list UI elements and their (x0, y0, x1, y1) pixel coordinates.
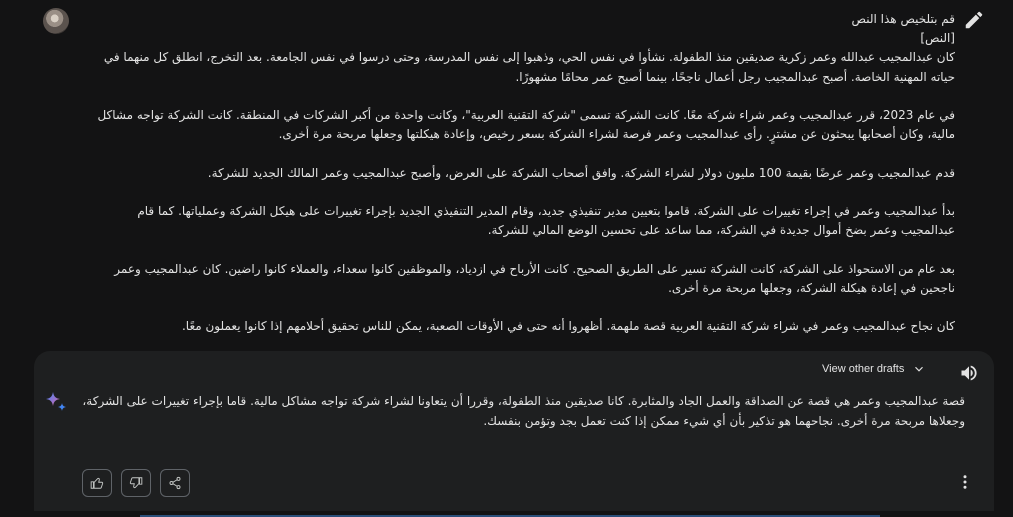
more-options-icon[interactable] (956, 473, 974, 491)
thumbs-up-icon (90, 476, 104, 490)
thumbs-up-button[interactable] (82, 469, 112, 497)
drafts-label: View other drafts (822, 363, 905, 375)
prompt-instruction: قم بتلخيص هذا النص (851, 12, 955, 26)
user-avatar (43, 8, 69, 34)
speaker-icon[interactable] (959, 363, 979, 383)
chevron-down-icon (912, 362, 926, 376)
prompt-paragraph: بعد عام من الاستحواذ على الشركة، كانت الشركة تسير على الطريق الصحيح. كانت الأرباح في ازدياد، والموظفين كانوا سعداء، والعملاء كانوا راضين. كان عبدالمجيب وعمر ناجحين في إعادة هيكلة الشركة، وجعلها مربحة مرة أخرى. (114, 261, 955, 295)
prompt-paragraph: كان نجاح عبدالمجيب وعمر في شراء شركة التقنية العربية قصة ملهمة. أظهروا أنه حتى في الأوقات الصعبة، يمكن للناس تحقيق أحلامهم إذا كانوا يعملون معًا. (181, 319, 955, 334)
prompt-paragraph: كان عبدالمجيب عبدالله وعمر زكرية صديقين منذ الطفولة. نشأوا في نفس الحي، وذهبوا إلى نفس المدرسة، وحتى درسوا في نفس الجامعة. بعد التخرج، انطلق كل منهما في حياته المهنية الخاصة. أصبح عبدالمجيب رجل أعمال ناجحًا، بينما أصبح عمر محامًا مشهورًا. (103, 50, 955, 84)
prompt-paragraph: بدأ عبدالمجيب وعمر في إجراء تغييرات على الشركة. قاموا بتعيين مدير تنفيذي جديد، وقام المدير التنفيذي الجديد بإجراء تغييرات على هيكل الشركة وعملياتها. كما قام عبدالمجيب وعمر بضخ أموال جديدة في الشركة، مما ساعد على تحسين الوضع المالي للشركة. (137, 203, 955, 238)
sparkle-icon (44, 390, 68, 414)
prompt-paragraph: في عام 2023، قرر عبدالمجيب وعمر شراء شركة معًا. كانت الشركة تسمى "شركة التقنية العربية"، وكانت واحدة من أكبر الشركات في المنطقة. كانت الشركة تواجه مشاكل مالية، وكان أصحابها يبحثون عن مشترٍ. رأى عبدالمجيب وعمر فرصة لشراء الشركة بسعر رخيص، وإعادة هيكلتها وجعلها مربحة مرة أخرى. (97, 108, 955, 142)
thumbs-down-icon (129, 476, 143, 490)
share-button[interactable] (160, 469, 190, 497)
prompt-paragraph: قدم عبدالمجيب وعمر عرضًا بقيمة 100 مليون دولار لشراء الشركة. وافق أصحاب الشركة على العرض، وأصبح عبدالمجيب وعمر المالك الجديد للشركة. (207, 165, 955, 180)
user-prompt (80, 10, 955, 356)
response-text: قصة عبدالمجيب وعمر هي قصة عن الصداقة والعمل الجاد والمثابرة. كانا صديقين منذ الطفولة، وقررا أن يتعاونا لشراء شركة تواجه مشاكل مالية. قاما بإجراء تغييرات على الشركة، وجعلاها مربحة مرة أخرى. نجاحهما هو تذكير بأن أي شيء ممكن إذا كنت تعمل بجد وتؤمن بنفسك. (82, 394, 965, 428)
share-icon (168, 476, 182, 490)
prompt-tag: [النص] (920, 31, 955, 46)
thumbs-down-button[interactable] (121, 469, 151, 497)
pencil-icon[interactable] (963, 9, 985, 31)
view-other-drafts-button[interactable] (822, 362, 926, 376)
